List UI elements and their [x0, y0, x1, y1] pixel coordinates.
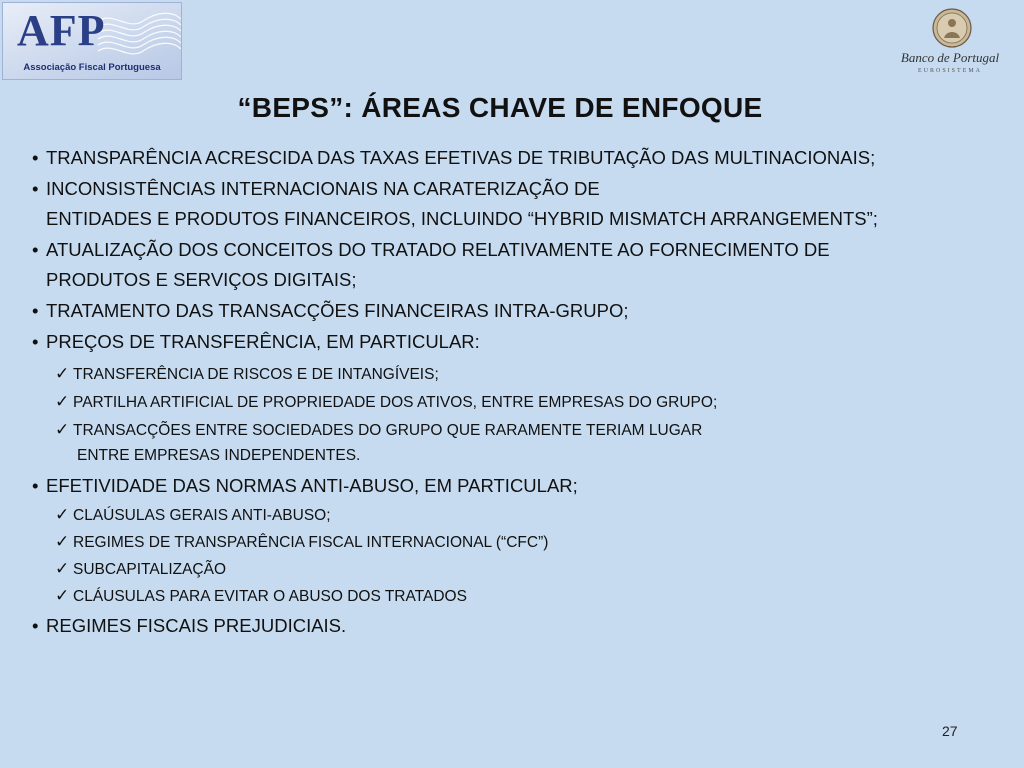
bullet-glyph: •: [32, 147, 39, 168]
check-item: [55, 420, 702, 440]
bullet-text: INCONSISTÊNCIAS INTERNACIONAIS NA CARATERIZAÇÃO DE: [46, 178, 600, 199]
bullet-glyph: •: [32, 331, 39, 352]
bullet-item: [32, 300, 628, 322]
page-number: 27: [942, 723, 958, 739]
bullet-item: [32, 475, 578, 497]
slide-title: “BEPS”: ÁREAS CHAVE DE ENFOQUE: [237, 92, 763, 123]
check-item: [55, 532, 548, 552]
check-item: [55, 559, 226, 579]
checkmark-icon: ✓: [55, 392, 70, 411]
bullet-text: PREÇOS DE TRANSFERÊNCIA, EM PARTICULAR:: [46, 331, 480, 352]
checkmark-icon: ✓: [55, 364, 70, 383]
afp-logo: [2, 2, 182, 80]
bullet-item: [32, 331, 480, 353]
check-text: PARTILHA ARTIFICIAL DE PROPRIEDADE DOS ATIVOS, ENTRE EMPRESAS DO GRUPO;: [73, 394, 718, 411]
check-item: [55, 364, 439, 384]
bullet-glyph: •: [32, 475, 39, 496]
afp-logo-subtitle: Associação Fiscal Portuguesa: [23, 62, 161, 73]
bullet-text: TRANSPARÊNCIA ACRESCIDA DAS TAXAS EFETIVAS DE TRIBUTAÇÃO DAS MULTINACIONAIS;: [46, 147, 876, 168]
check-text: TRANSACÇÕES ENTRE SOCIEDADES DO GRUPO QUE RARAMENTE TERIAM LUGAR: [73, 422, 703, 439]
check-continuation: ENTRE EMPRESAS INDEPENDENTES.: [77, 447, 361, 464]
check-text: REGIMES DE TRANSPARÊNCIA FISCAL INTERNACIONAL (“CFC”): [73, 534, 549, 551]
banco-de-portugal-name: Banco de Portugal: [900, 50, 1000, 65]
bullet-glyph: •: [32, 300, 39, 321]
bullet-continuation: PRODUTOS E SERVIÇOS DIGITAIS;: [46, 269, 357, 290]
bullet-text: REGIMES FISCAIS PREJUDICIAIS.: [46, 615, 347, 636]
bullet-continuation: ENTIDADES E PRODUTOS FINANCEIROS, INCLUINDO “HYBRID MISMATCH ARRANGEMENTS”;: [46, 208, 878, 229]
check-text: CLÁUSULAS PARA EVITAR O ABUSO DOS TRATADOS: [73, 588, 467, 605]
bullet-item: [32, 147, 875, 169]
afp-logo-wordmark: AFP: [17, 6, 106, 55]
bullet-item: [32, 615, 346, 637]
bullet-text: EFETIVIDADE DAS NORMAS ANTI-ABUSO, EM PARTICULAR;: [46, 475, 578, 496]
check-text: CLAÚSULAS GERAIS ANTI-ABUSO;: [73, 507, 331, 524]
checkmark-icon: ✓: [55, 532, 70, 551]
check-item: [55, 392, 717, 412]
bullet-glyph: •: [32, 239, 39, 260]
check-text: SUBCAPITALIZAÇÃO: [73, 561, 227, 578]
bullet-item: [32, 178, 600, 200]
checkmark-icon: ✓: [55, 420, 70, 439]
bullet-glyph: •: [32, 615, 39, 636]
checkmark-icon: ✓: [55, 559, 70, 578]
checkmark-icon: ✓: [55, 505, 70, 524]
bullet-item: [32, 239, 830, 261]
bullet-glyph: •: [32, 178, 39, 199]
check-item: [55, 505, 331, 525]
checkmark-icon: ✓: [55, 586, 70, 605]
bullet-text: ATUALIZAÇÃO DOS CONCEITOS DO TRATADO RELATIVAMENTE AO FORNECIMENTO DE: [46, 239, 830, 260]
check-item: [55, 586, 467, 606]
banco-de-portugal-seal-icon: [932, 8, 972, 48]
check-text: TRANSFERÊNCIA DE RISCOS E DE INTANGÍVEIS;: [73, 366, 439, 383]
bullet-text: TRATAMENTO DAS TRANSACÇÕES FINANCEIRAS INTRA-GRUPO;: [46, 300, 629, 321]
banco-de-portugal-subtitle: EUROSISTEMA: [917, 68, 982, 74]
